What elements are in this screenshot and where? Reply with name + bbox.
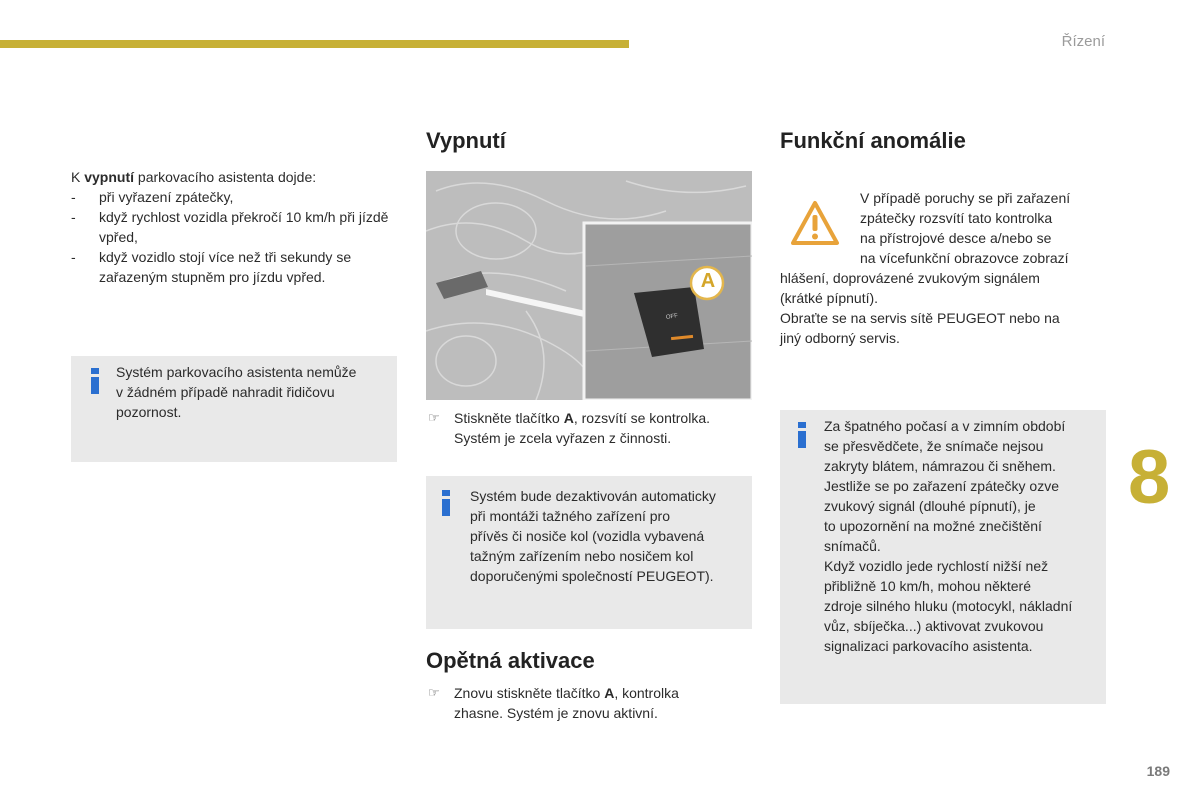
warning-text-bottom: hlášení, doprovázené zvukovým signálem (krátké pípnutí). Obraťte se na servis sítě PEUGEOT nebo na jiný odborný servis. (780, 270, 1060, 346)
deactivation-list (71, 187, 401, 287)
step-off: ☞ Stiskněte tlačítko A, rozsvítí se kontrolka. Systém je zcela vyřazen z činnosti. (428, 410, 711, 446)
intro-bold: vypnutí (84, 169, 135, 185)
list-item: - když vozidlo stojí více než tři sekundy se zařazeným stupněm pro jízdu vpřed. (71, 247, 401, 287)
heading-vypnuti: Vypnutí (426, 128, 506, 153)
list-item: - když rychlost vozidla překročí 10 km/h při jízdě vpřed, (71, 207, 401, 247)
intro-line: K vypnutí parkovacího asistenta dojde: (71, 169, 317, 185)
list-item: - při vyřazení zpátečky, (71, 187, 401, 207)
heading-aktivace: Opětná aktivace (426, 648, 595, 673)
photo-label-a: A (700, 270, 716, 292)
warning-icon (790, 199, 840, 247)
info-icon (439, 490, 453, 516)
top-accent-bar (0, 40, 629, 48)
info-text: Za špatného počasí a v zimním období se přesvědčete, že snímače nejsou zakryty blátem, námrazou či sněhem. Jestliže se po zařazení zpátečky ozve zvukový signál (dlouhé pípnutí), je to upozornění na možné znečištění snímačů. Když vozidlo jede rychlostí nižší než přibližně 10 km/h, mohou některé zdroje silného hluku (motocykl, nákladní vůz, sbíječka...) aktivovat zvukovou signalizaci parkovacího asistenta. (824, 418, 1073, 654)
dashboard-photo (426, 171, 752, 400)
info-box-right (780, 410, 1106, 704)
info-box-middle (426, 476, 752, 629)
pointer-icon: ☞ (428, 685, 440, 700)
info-icon (88, 368, 102, 394)
info-box-left (71, 356, 397, 462)
heading-anomalie: Funkční anomálie (780, 128, 966, 153)
step-on: ☞ Znovu stiskněte tlačítko A, kontrolka zhasne. Systém je znovu aktivní. (428, 685, 679, 721)
info-text: Systém parkovacího asistenta nemůže v žádném případě nahradit řidičovu pozornost. (116, 364, 357, 420)
button-off-text: OFF (665, 313, 679, 321)
page-number: 189 (1146, 763, 1170, 779)
section-title: Řízení (1061, 33, 1105, 50)
info-text: Systém bude dezaktivován automaticky při montáži tažného zařízení pro přívěs či nosiče kol (vozidla vybavená tažným zařízením nebo nosičem kol doporučenými společností PEUGEOT). (470, 488, 716, 584)
info-icon (795, 422, 809, 448)
left-intro (71, 167, 401, 287)
chapter-number: 8 (1128, 435, 1171, 520)
pointer-icon: ☞ (428, 410, 440, 425)
warning-text-top: V případě poruchy se při zařazení zpátečky rozsvítí tato kontrolka na přístrojové desce a/nebo se na vícefunkční obrazovce zobrazí (860, 190, 1071, 266)
